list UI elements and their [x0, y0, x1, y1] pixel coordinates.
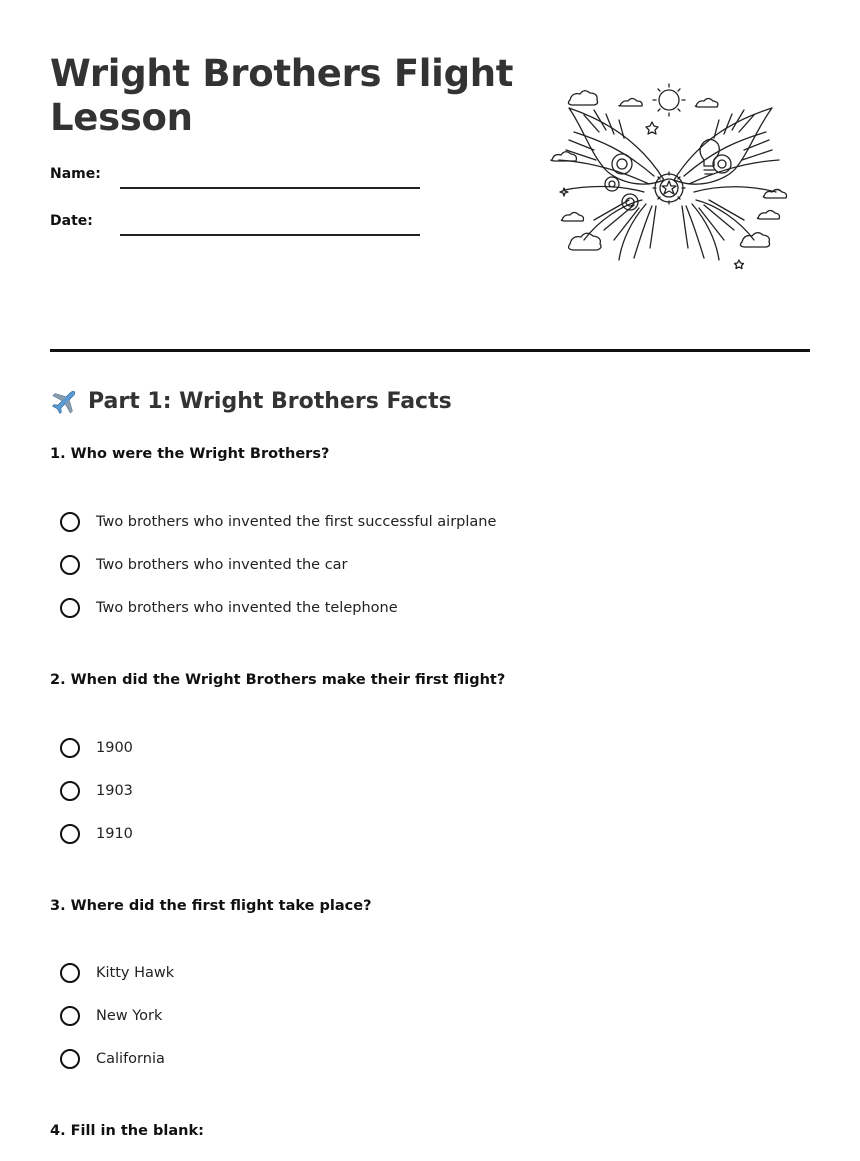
question-2-option-3[interactable] — [60, 821, 133, 847]
radio-button[interactable] — [60, 512, 80, 532]
option-label: Kitty Hawk — [96, 965, 175, 981]
section-header — [50, 386, 452, 416]
section-title: Part 1: Wright Brothers Facts — [88, 388, 452, 414]
option-label: California — [96, 1051, 165, 1067]
section-divider — [50, 349, 810, 352]
radio-button[interactable] — [60, 963, 80, 983]
question-2-option-2[interactable] — [60, 778, 133, 804]
radio-button[interactable] — [60, 1049, 80, 1069]
option-label: 1903 — [96, 783, 133, 799]
option-label: 1900 — [96, 740, 133, 756]
option-label: Two brothers who invented the first successful airplane — [96, 514, 497, 530]
option-label: Two brothers who invented the car — [96, 557, 348, 573]
question-1-option-1[interactable] — [60, 509, 496, 535]
name-label: Name: — [50, 166, 101, 182]
radio-button[interactable] — [60, 824, 80, 844]
name-field[interactable] — [120, 187, 420, 189]
winged-gears-illustration — [544, 80, 794, 272]
page-title: Wright Brothers Flight Lesson — [50, 52, 514, 139]
radio-button[interactable] — [60, 555, 80, 575]
date-field[interactable] — [120, 234, 420, 236]
date-label: Date: — [50, 213, 93, 229]
question-3-option-2[interactable] — [60, 1003, 162, 1029]
question-1-option-3[interactable] — [60, 595, 398, 621]
question-1: 1. Who were the Wright Brothers? — [50, 446, 330, 462]
radio-button[interactable] — [60, 781, 80, 801]
radio-button[interactable] — [60, 598, 80, 618]
option-label: New York — [96, 1008, 163, 1024]
radio-button[interactable] — [60, 1006, 80, 1026]
radio-button[interactable] — [60, 738, 80, 758]
question-1-option-2[interactable] — [60, 552, 348, 578]
question-2-option-1[interactable] — [60, 735, 133, 761]
question-3-option-1[interactable] — [60, 960, 174, 986]
sun-icon — [653, 84, 685, 116]
question-4: 4. Fill in the blank: — [50, 1123, 204, 1139]
question-3-option-3[interactable] — [60, 1046, 165, 1072]
question-3: 3. Where did the first flight take place? — [50, 898, 372, 914]
airplane-icon — [50, 386, 80, 416]
option-label: Two brothers who invented the telephone — [96, 600, 398, 616]
option-label: 1910 — [96, 826, 133, 842]
question-2: 2. When did the Wright Brothers make their first flight? — [50, 672, 506, 688]
